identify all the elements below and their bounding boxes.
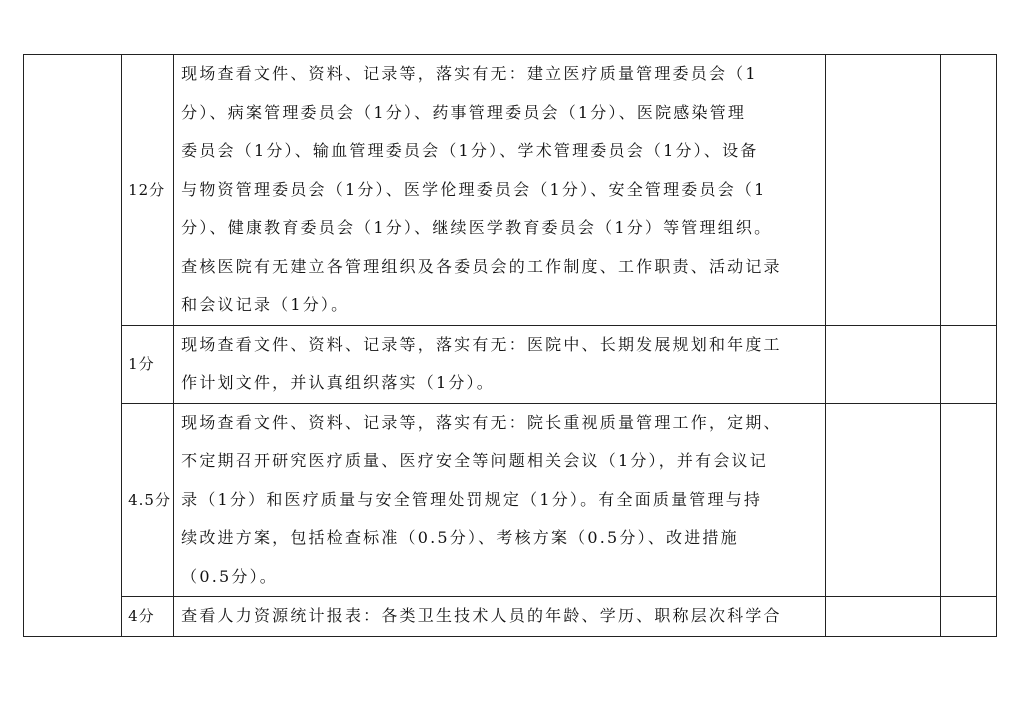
criteria-line: 查看人力资源统计报表：各类卫生技术人员的年龄、学历、职称层次科学合: [181, 606, 782, 625]
criteria-line: 作计划文件，并认真组织落实（1分）。: [181, 373, 495, 392]
criteria-line: 分）、健康教育委员会（1分）、继续医学教育委员会（1分）等管理组织。: [181, 218, 773, 237]
criteria-cell: [174, 325, 826, 403]
score-cell: [122, 403, 174, 597]
criteria-line: 现场查看文件、资料、记录等，落实有无：医院中、长期发展规划和年度工: [181, 334, 782, 354]
criteria-line: 查核医院有无建立各管理组织及各委员会的工作制度、工作职责、活动记录: [181, 256, 782, 276]
remark-cell: [940, 325, 996, 403]
table-row: [24, 597, 997, 637]
criteria-line: 录（1分）和医疗质量与安全管理处罚规定（1分）。有全面质量管理与持: [181, 489, 763, 509]
criteria-cell: [174, 55, 826, 326]
result-cell: [825, 403, 940, 597]
score-cell: [122, 325, 174, 403]
criteria-line: （0.5分）。: [181, 566, 278, 586]
score-cell: [122, 597, 174, 637]
category-cell: [24, 55, 122, 637]
criteria-line: 现场查看文件、资料、记录等，落实有无：建立医疗质量管理委员会（1: [181, 64, 758, 83]
score-text: 4分: [128, 607, 155, 626]
result-cell: [825, 55, 940, 326]
remark-cell: [940, 403, 996, 597]
criteria-cell: [174, 597, 826, 637]
criteria-line: 分）、病案管理委员会（1分）、药事管理委员会（1分）、医院感染管理: [181, 102, 747, 122]
assessment-table: [23, 54, 997, 637]
table-row: [24, 55, 997, 326]
criteria-line: 与物资管理委员会（1分）、医学伦理委员会（1分）、安全管理委员会（1: [181, 179, 767, 199]
result-cell: [825, 597, 940, 637]
score-cell: [122, 55, 174, 326]
remark-cell: [940, 55, 996, 326]
criteria-line: 现场查看文件、资料、记录等，落实有无：院长重视质量管理工作，定期、: [181, 412, 782, 432]
table-row: [24, 403, 997, 597]
criteria-line: 委员会（1分）、输血管理委员会（1分）、学术管理委员会（1分）、设备: [181, 141, 759, 160]
criteria-cell: [174, 403, 826, 597]
result-cell: [825, 325, 940, 403]
score-text: 1分: [128, 355, 155, 373]
criteria-line: 续改进方案，包括检查标准（0.5分）、考核方案（0.5分）、改进措施: [181, 528, 739, 547]
remark-cell: [940, 597, 996, 637]
score-text: 4.5分: [128, 490, 171, 509]
criteria-line: 和会议记录（1分）。: [181, 295, 350, 314]
score-text: 12分: [128, 180, 166, 199]
table-row: [24, 325, 997, 403]
criteria-line: 不定期召开研究医疗质量、医疗安全等问题相关会议（1分），并有会议记: [181, 451, 768, 470]
